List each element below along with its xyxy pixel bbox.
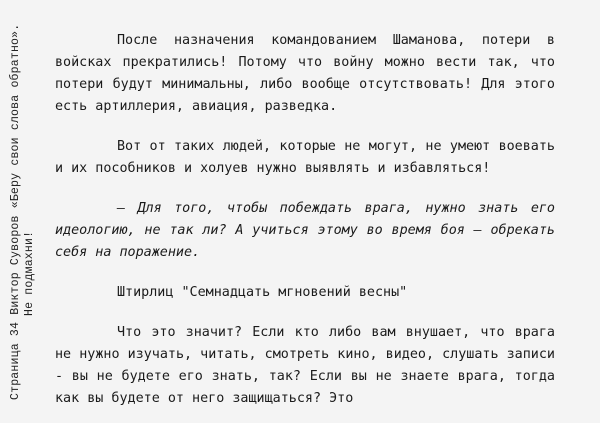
paragraph-cowards: Вот от таких людей, которые не могут, не умеют воевать и их пособников и холуев нужно выявлять и избавляться!	[55, 139, 555, 176]
page-header-line-1: Страница 34 Виктор Суворов «Беру свои слова обратно».	[9, 23, 22, 400]
quote-text: — Для того, чтобы побеждать врага, нужно знать его идеологию, не так ли? А учиться этому во время боя — обрекать себя на поражение.	[55, 201, 555, 260]
quote-attribution: Штирлиц "Семнадцать мгновений весны"	[117, 285, 408, 300]
paragraph-study-enemy: Что это значит? Если кто либо вам внушает, что врага не нужно изучать, читать, смотреть кино, видео, слушать записи - вы не будете его знать, так? Если вы не знаете врага, тогда как вы будете от него защищаться? Это	[55, 325, 555, 406]
page-header-line-2: Не подмахни!	[23, 230, 36, 316]
page-margin-header	[0, 0, 44, 423]
document-body	[55, 30, 555, 410]
paragraph-shamanov: После назначения командованием Шаманова, потери в войсках прекратились! Потому что войну можно вести так, что потери будут минимальны, либо вообще отсутствовать! Для этого есть артиллерия, авиация, разведка.	[55, 33, 555, 114]
